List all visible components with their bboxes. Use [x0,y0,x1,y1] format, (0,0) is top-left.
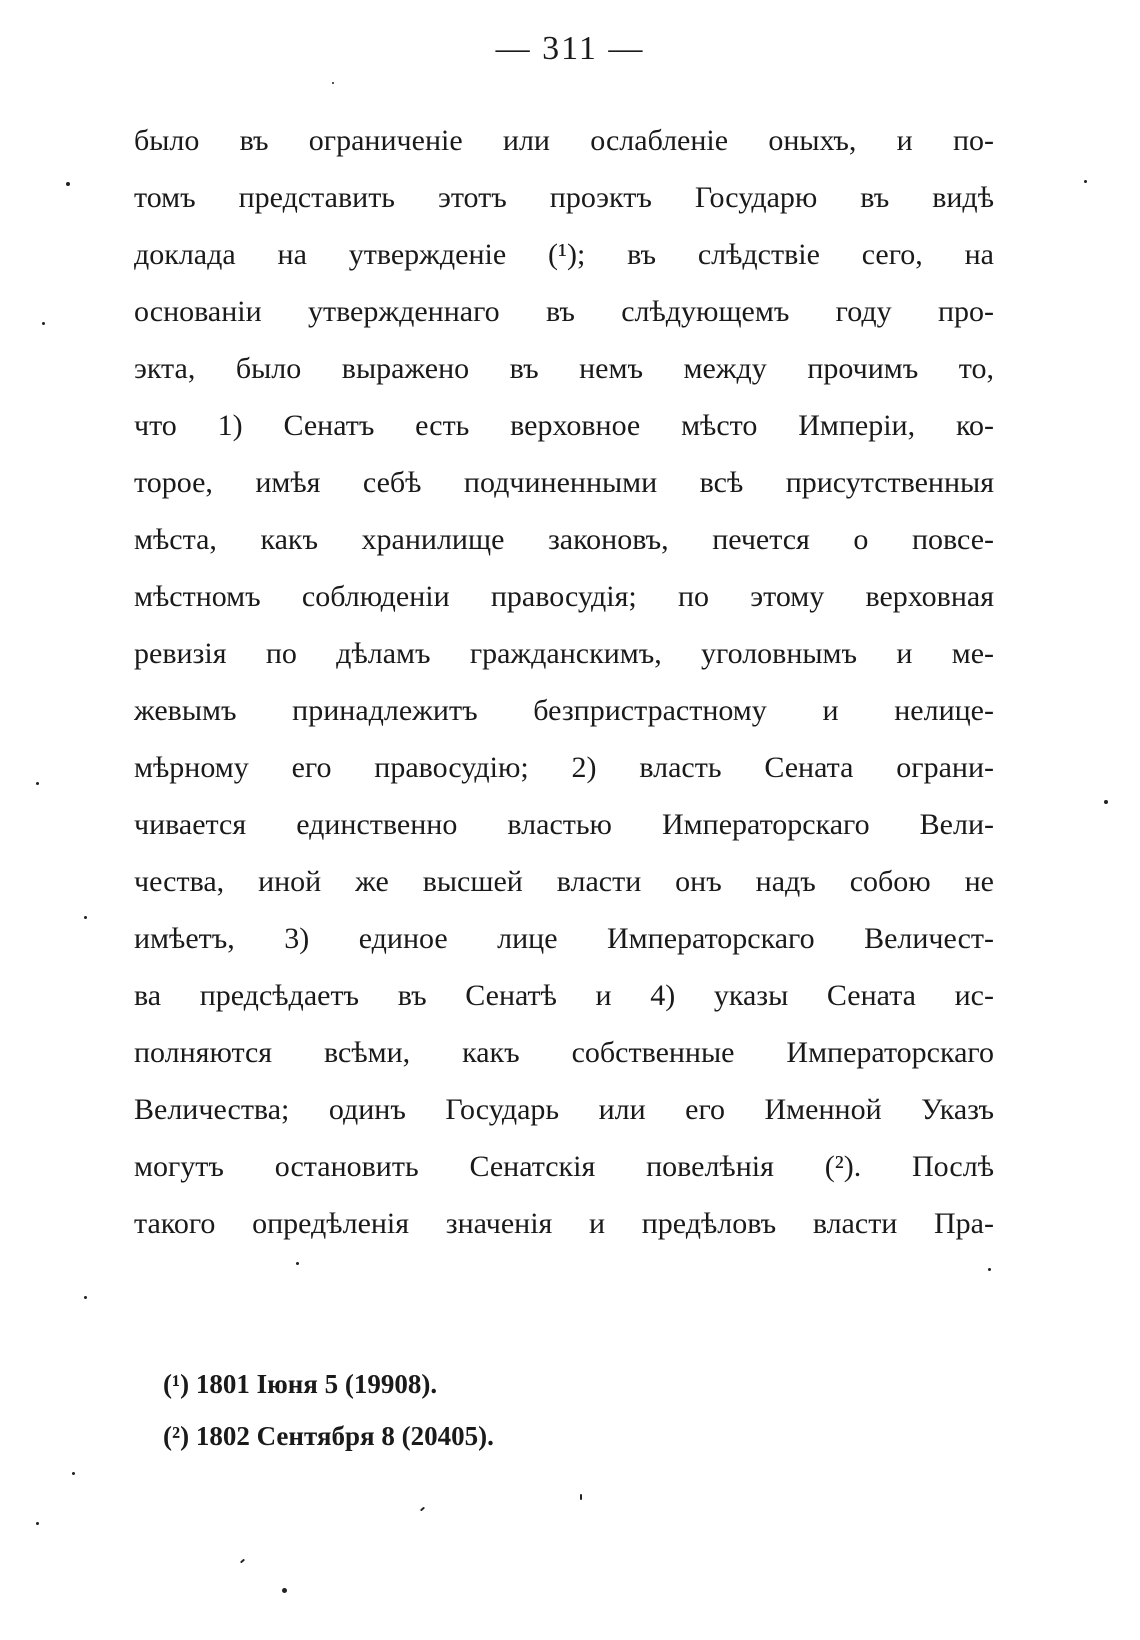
text-line: основаніи утвержденнаго въ слѣдующемъ году про- [134,295,994,328]
scan-speck [580,1494,582,1500]
text-line: было въ ограниченіе или ослабленіе оныхъ, и по- [134,124,994,157]
text-line: ревизія по дѣламъ гражданскимъ, уголовнымъ и ме- [134,637,994,670]
scan-speck [282,1588,287,1593]
text-line: мѣстномъ соблюденіи правосудія; по этому верховная [134,580,994,613]
body-text [134,112,994,1252]
text-line: мѣста, какъ хранилище законовъ, печется о повсе- [134,523,994,556]
scan-speck [1104,800,1108,804]
text-line: чивается единственно властью Императорскаго Вели- [134,808,994,841]
scan-speck [332,82,334,84]
footnote: (¹) 1801 Іюня 5 (19908). [163,1369,438,1399]
scan-speck [988,1268,991,1271]
footnote: (²) 1802 Сентября 8 (20405). [163,1421,494,1451]
scan-speck [66,182,70,186]
text-line: полняются всѣми, какъ собственные Императорскаго [134,1036,994,1069]
scan-speck [36,782,39,785]
text-line: такого опредѣленія значенія и предѣловъ власти Пра- [134,1207,994,1240]
text-line: мѣрному его правосудію; 2) власть Сената ограни- [134,751,994,784]
text-line: могутъ остановить Сенатскія повелѣнія (²). Послѣ [134,1150,994,1183]
text-line: ва предсѣдаетъ въ Сенатѣ и 4) указы Сената ис- [134,979,994,1012]
scan-speck [84,916,87,919]
page-number: — 311 — [495,30,645,67]
text-line: что 1) Сенатъ есть верховное мѣсто Имперіи, ко- [134,409,994,442]
scan-speck [42,322,45,325]
scan-speck [420,1507,425,1512]
scan-speck [240,1559,245,1564]
text-line: чества, иной же высшей власти онъ надъ собою не [134,865,994,898]
text-line: торое, имѣя себѣ подчиненными всѣ присутственныя [134,466,994,499]
scan-speck [72,1472,75,1475]
footnotes [163,1358,863,1462]
text-line: Величества; одинъ Государь или его Именной Указъ [134,1093,994,1126]
scan-speck [1084,180,1087,183]
text-line: томъ представить этотъ проэктъ Государю въ видѣ [134,181,994,214]
scan-speck [36,1522,39,1525]
text-line: доклада на утвержденіе (¹); въ слѣдствіе сего, на [134,238,994,271]
scan-speck [296,1262,299,1265]
text-line: жевымъ принадлежитъ безпристрастному и нелице- [134,694,994,727]
text-line: экта, было выражено въ немъ между прочимъ то, [134,352,994,385]
scan-speck [84,1296,87,1299]
text-line: имѣетъ, 3) единое лице Императорскаго Величест- [134,922,994,955]
